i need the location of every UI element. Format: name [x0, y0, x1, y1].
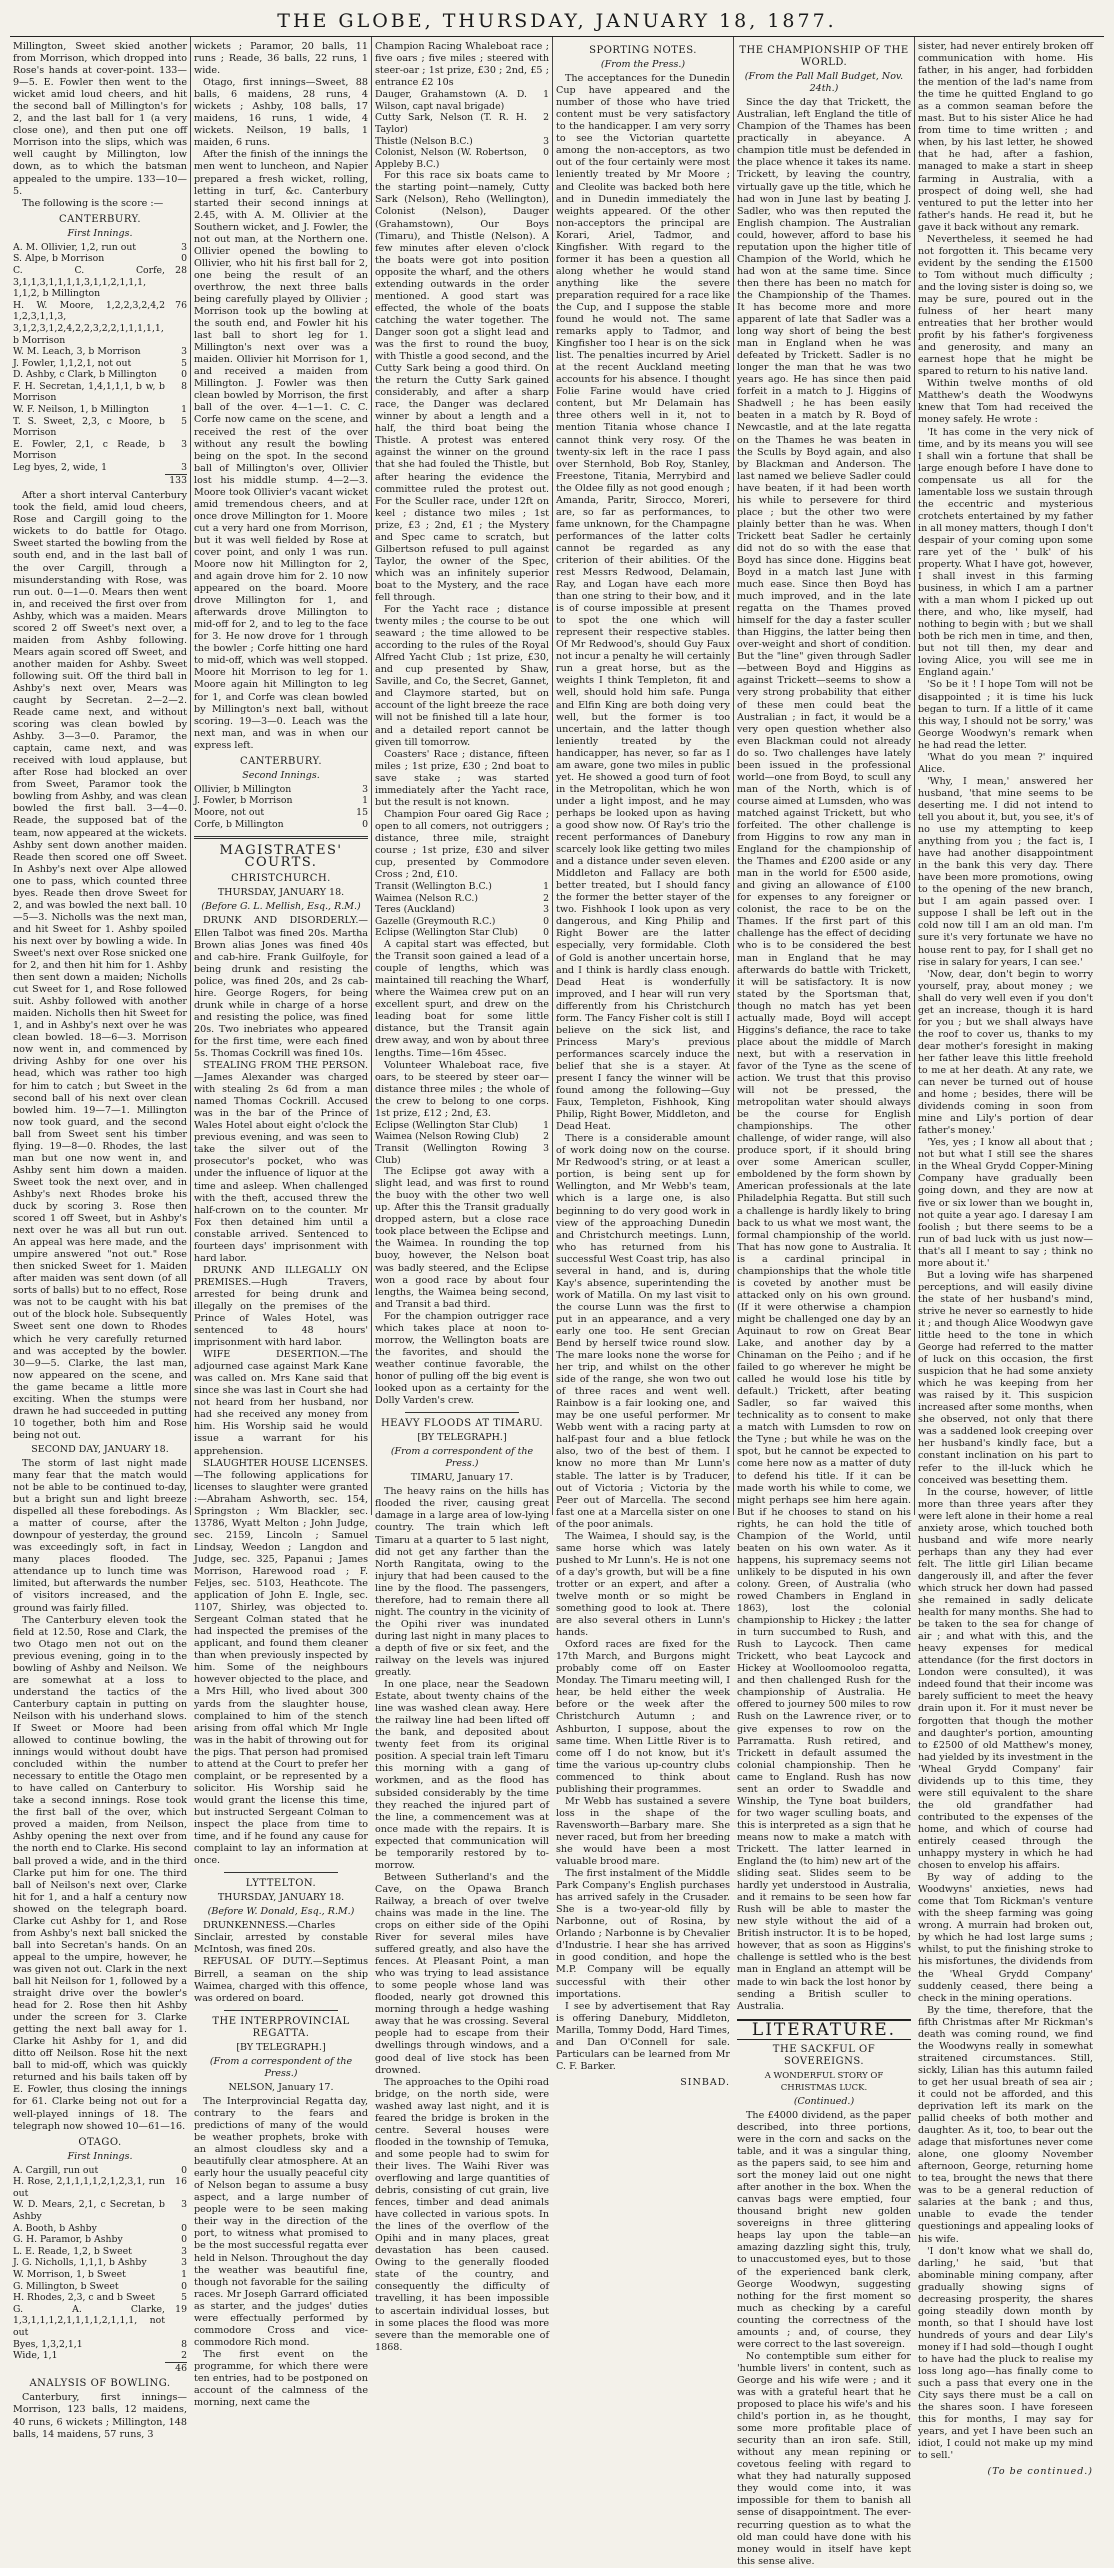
runs: 2 — [181, 2350, 187, 2362]
column-4 — [553, 37, 734, 2088]
paragraph: The Eclipse got away with a slight lead, and was first to round the buoy with the other two well up. After this the Transit gradually dropped astern, but a close race took place between the Eclipse and the Waimea. In rounding the top buoy, however, the Nelson boat was badly steered, and the Eclipse won a good race by about four lengths, the Waimea being second, and Transit a bad third. — [375, 1166, 549, 1310]
paragraph: The acceptances for the Dunedin Cup have appeared and the number of those who have tried content must be very satisfactory to the handicapper. I am very sorry to see the Victorian quartette among the non-acceptors, as two out of the four certainly were most leniently treated by Mr Moore ; and Cleolite was backed both here and in Dunedin immediately the weights appeared. Of the other non-acceptors the principal are Korari, Ariel, Tadmor, and Kingfisher. With regard to the former it has been a question all along whether he would stand anything like the severe preparation required for a race like the Cup, and I suppose the stable found he would not. The same remarks apply to Tadmor, and Kingfisher too I hear is on the sick list. The penalties incurred by Ariel at the recent Auckland meeting accounts for his absence. I thought Folie Farine would have cried content, but Mr Delamain has three others well in it, not to mention Titania whose chance I cannot think very rosy. Of the twenty-six left in the race I pass over Sternhold, Bob Roy, Stanley, Freestone, Titania, Merrybird and the Oldee filly as not good enough ; Amanda, Paritr, Sirocco, Moreri, are, so far as performances, to fame unknown, for the Champagne performances of the latter colts cannot be regarded as any criterion of their abilities. Of the rest Messrs Redwood, Delamain, Ray, and Logan have each more than one string to their bow, and it is of course impossible at present to spot the one which will represent their respective stables. Of Mr Redwood's, should Guy Faux not incur a penalty he will certainly run a great horse, but as the weights I think Templeton, fit and well, should hold him safe. Punga and Elfin King are both doing very well, but the former is too uncertain, and the latter though leniently treated by the handicapper, has never, so far as I am aware, gone two miles in public yet. He showed a good turn of foot in the Metropolitan, which he won under a light impost, and he may perhaps be looked upon as having a good show now. Of Ray's trio the recent performances of Danebury scarcely look like getting two miles and a distance under seven eleven. Middleton and Fallacy are both better treated, but I should fancy the former the better stayer of the two. Fishhook I look upon as very dangerous, and King Philip and Right Bower are the latter especially, very formidable. Cloth of Gold is another uncertain horse, and I think is hardly class enough. Dead Heat is wonderfully improved, and I hear will run very differently from his Christchurch form. The Fancy Fisher colt is still I believe on the sick list, and Princess Mary's previous performances scarcely induce the belief that she is a stayer. At present I fancy the winner will be found among the following—Guy Faux, Templeton, Fishhook, King Philip, Right Bower, Middleton, and Dead Heat. — [556, 73, 730, 1133]
batsman: W. Morrison, 1, b Sweet — [13, 2269, 126, 2281]
section-heading: THE INTERPROVINCIAL REGATTA. — [212, 2015, 350, 2039]
score-row — [13, 346, 187, 358]
paragraph: 'What do you mean ?' inquired Alice. — [918, 751, 1093, 775]
batsman: H. Rose, 2,1,1,1,1,2,1,2,3,1, run out — [13, 2176, 165, 2199]
boat: Transit (Wellington B.C.) — [375, 881, 492, 893]
paragraph: Oxford races are fixed for the 17th March, and Burgons might probably come off on Easter Monday. The Timaru meeting will, I hear, be held either the week before or the week after the Christchurch Autumn ; and Ashburton, I suppose, about the same time. When Little River is to come off I do not know, but it's time the various up-country clubs commenced to think about publishing their programmes. — [556, 1639, 730, 1795]
paragraph: Within twelve months of old Matthew's death the Woodwyns knew that Tom had received the money safely. He wrote : — [918, 378, 1093, 426]
columns — [10, 37, 1104, 2567]
paragraph: The first instalment of the Middle Park Company's English purchases has arrived safely in the Crusader. She is a two-year-old filly by Narbonne, out of Rosina, by Orlando ; Narbonne is by Chevalier d'Industrie. I hear she has arrived in good condition, and hope the M.P. Company will be equally successful with their other importations. — [556, 1868, 730, 2000]
place: 0 — [543, 915, 549, 927]
batsman: S. Alpe, b Morrison — [13, 253, 105, 265]
boat: Transit (Wellington Rowing Club) — [375, 1142, 527, 1166]
bench-line: (Before W. Donald, Esq., R.M.) — [207, 1906, 355, 1918]
paragraph: Since the day that Trickett, the Australian, left England the title of Champion of the Thames has been practically in abeyance. A champion title must be defended in the place whence it takes its name. Trickett, by leaving the country, virtually gave up the title, which he had won in June last by beating J. Sadler, who was then reputed the English champion. The Australian could, however, afford to base his reputation upon the higher title of Champion of the World, which he had won at the same time. Since then there has been no match for the Championship of the Thames. It has become more and more apparent of late that Sadler was a long way short of being the best man in England when he was defeated by Trickett. Sadler is no longer the man that he was two years ago. He has since then paid forfeit in a match to J. Higgins of Shadwell ; he has been easily beaten in a match by R. Boyd of Newcastle, and at the late regatta on the Thames he was beaten in the Sculls by Boyd again, and also by Blackman and Anderson. The last named we believe Sadler could have beaten, if it had been worth his while to persevere for third place ; but the other two were plainly better than he was. When Trickett beat Sadler he certainly did not do so with the ease that Boyd has since done. Higgins beat Boyd in a match last June with much ease. Since then Boyd has much improved, and in the late regatta on the Thames proved himself for the day a faster sculler than Higgins, the latter being then over-weight and short of condition. But the "line" given through Sadler—between Boyd and Higgins as against Trickett—seems to show a very strong probability that either of these men could beat the Australian ; in fact, it would be a very open question whether also even Blackman could not already do so. Two challenges have lately been issued in the professional world—one from Boyd, to scull any man of the North, which is of course aimed at Lumsden, who was matched against Trickett, but who forfeited. The other challenge is from Higgins to row any man in England for the championship of the Thames and £200 aside or any man in the world for £500 aside, and giving an allowance of £100 for expenses to any foreigner or colonist, the race to be on the Thames. If the first part of this challenge has the effect of deciding who is to be considered the best man in England that he may afterwards do battle with Trickett, it will be satisfactory. It is now stated by the Sportsman that, though no match has yet been actually made, Boyd will accept Higgins's defiance, the race to take place about the middle of March next, but with a reservation in favor of the Tyne as the scene of action. We trust that this proviso will not be pressed, the metropolitan water should always be the course for English championships. The other challenge, of wider range, will also produce sport, if it should bring over some American sculler, emboldened by the form shown by American professionals at the late Philadelphia Regatta. But still such a challenge is hardly likely to bring back to us what we most want, the formal championship of the world. That has now gone to Australia. It is a cardinal principal in championships that the whole title is coveted by another must be attacked only on his own ground. (If it were otherwise a champion might be challenged one day by an Aquinaut to row on Great Bear Lake, and another day by a Chinaman on the Peiho ; and if he failed to go wherever he might be called he would lose his title by default.) Trickett, after beating Sadler, so far waived this technicality as to consent to make a match with Lumsden to row on the Tyne ; but while he was on the spot, but he cannot be expected to come here now as a matter of duty to defend his title. If it can be made worth his while to come, we might perhaps see him here again. But if he chooses to stand on his rights, he can hold the title of Champion of the World, until beaten on his own water. As it happens, his supremacy seems not unlikely to be disputed in his own colony. Green, of Australia (who rowed Chambers in England in 1863), lost the colonial championship to Hickey ; the latter in turn succumbed to Rush, and Rush to Laycock. Then came Trickett, who beat Laycock and Hickey at Woolloomooloo regatta, and then challenged Rush for the championship of Australia. He offered to journey 500 miles to row Rush on the Lawrence river, or to give expenses to row on the Parramatta. Rush retired, and Trickett in default assumed the colonial championship. Then he came to England. Rush has now sent an order to Swaddle and Winship, the Tyne boat builders, for two wager sculling boats, and this is interpreted as a sign that he means now to make a match with Trickett. The latter learned in England the (to him) new art of the sliding seat. Slides seem to be hardly yet understood in Australia, and it remains to be seen how far Rush will be able to master the new style without the aid of a British instructor. It is to be hoped, however, that as soon as Higgins's challenge is settled who is the best man in England an attempt will be made to win back the lost honor by sending a British sculler to Australia. — [737, 97, 911, 2012]
correspondent-line: (From a correspondent of the Press.) — [390, 1446, 534, 1470]
paragraph: The heavy rains on the hills has flooded the river, causing great damage in a large area of low-lying country. The train which left Timaru at a quarter to 5 last night, did not get any farther than the North Rangitata, owing to the injury that had been caused to the line by the flood. The passengers, therefore, had to remain there all night. The country in the vicinity of the Opihi river was inundated during last night in many places to a depth of five or six feet, and the railway on the levels was injured greatly. — [375, 1486, 549, 1679]
score-row — [13, 2339, 187, 2351]
score-row — [13, 2246, 187, 2258]
innings-heading: First Innings. — [67, 227, 133, 239]
batsman: H. Rhodes, 2,3, c and b Sweet — [13, 2292, 156, 2304]
team-heading: CANTERBURY. — [58, 213, 142, 225]
result-row — [375, 136, 549, 148]
date-line: NELSON, January 17. — [228, 2081, 334, 2093]
paragraph: The Canterbury eleven took the field at 12.50, Rose and Clark, the two Otago men not out on the previous evening, going in to the bowling of Ashby and Neilson. We are somewhat at a loss to understand the tactics of the Canterbury captain in putting on Neilson with his underhand slows. If Sweet or Moore had been allowed to continue bowling, the innings would without doubt have concluded within the number necessary to entitle the Otago men to have called on Canterbury to take a second innings. Rose took the first ball of the over, which proved a maiden, from Neilson, Ashby opening the next over from the north end to Clarke. His second ball proved a wide, and in the third Clarke put him for one. The third ball of Neilson's next over, Clarke hit for 1, and a half a century now showed on the telegraph board. Clarke cut Ashby for 1, and Rose from Ashby's next ball snicked the ball into Secretan's hands. On an appeal to the umpire, however, he was given not out. Clark in the next ball hit Neilson for 1, followed by a straight drive over the bowler's head for 2. Rose then hit Ashby under the screen for 3. Clarke getting the next ball away for 1. Clarke hit Ashby for 1, and did ditto off Neilson. Rose hit the next ball to mid-off, which was quickly returned and his bails taken off by E. Fowler, thus closing the innings for 61. Clarke being not out for a well-played innings of 18. The telegraph now showed 10—61—16. — [13, 1614, 187, 2132]
score-row — [13, 404, 187, 416]
section-heading: MAGISTRATES' COURTS. — [219, 843, 343, 871]
runs: 1 — [362, 795, 368, 807]
paragraph: For the champion outrigger race which takes place at noon to-morrow, the Wellington boats are the favorites, and should the weather continue favorable, the honor of pulling off the big event is looked upon as a certainty for the Dolly Varden's crew. — [375, 1310, 549, 1407]
runs: 0 — [181, 2280, 187, 2292]
boat: Cutty Sark, Nelson (T. R. H. Taylor) — [375, 112, 527, 135]
batsman: G. H. Paramor, b Ashby — [13, 2234, 123, 2246]
correspondent-line: (From the Press.) — [600, 59, 686, 71]
runs: 0 — [181, 369, 187, 381]
place: 1 — [543, 1119, 549, 1131]
section-heading: ANALYSIS OF BOWLING. — [29, 2378, 171, 2390]
score-row — [194, 807, 368, 819]
score-row — [194, 784, 368, 796]
paragraph: By way of adding to the Woodwyns' anxieties, news had come that Tom Rickman's venture with the sheep farming was going wrong. A murrain had broken out, by which he had lost large sums ; whilst, to put the finishing stroke to his misfortunes, the dividends from the 'Wheal Grydd Company' suddenly ceased, there being a check in the mining operations. — [918, 1872, 1093, 2004]
score-row — [13, 369, 187, 381]
paragraph: In one place, near the Seadown Estate, about twenty chains of the line was washed clean away. Here the railway line had been lifted off the bank, and deposited about twenty feet from its original position. A special train left Timaru this morning with a gang of workmen, and as the flood has subsided considerably by the time they reached the injured part of the line, a commencement was at once made with the repairs. It is expected that communication will be temporarily restored by to-morrow. — [375, 1679, 549, 1871]
boat: Eclipse (Wellington Star Club) — [375, 927, 518, 939]
runs: 76 — [175, 299, 187, 311]
story-subtitle: A WONDERFUL STORY OF CHRISTMAS LUCK. — [764, 2070, 884, 2093]
paragraph: The Interprovincial Regatta day, contrary to the fears and predictions of many of the would be weather prophets, broke with an almost cloudless sky and a beautifully clear atmosphere. At an early hour the usually peaceful city of Nelson began to assume a busy aspect, and a large number of people were to be seen making their way in the direction of the port, to witness what promised to be the most successful regatta ever held in Nelson. Throughout the day the weather was beautiful fine, though not favorable for the sailing races. Mr Joseph Garrard officiated as starter, and the judges' duties were effectually performed by commodore Cross and vice-commodore Rich mond. — [194, 2095, 368, 2348]
batsman: L. E. Reade, 1,2, b Sweet — [13, 2245, 132, 2257]
score-row — [13, 2234, 187, 2246]
paragraph: sister, had never entirely broken off communication with home. His father, in his anger, had forbidden the mention of the lad's name from the time he quitted England to go as a common seaman before the mast. But to his sister Alice he had from time to time written ; and when, by his last letter, he showed that he had, after a fashion, managed to make a start in sheep farming in Australia, with a prospect of doing well, she had ventured to put the letter into her father's hands. He read it, but he gave it back without any remark. — [918, 41, 1093, 233]
boat: Dauger, Grahamstown (A. D. Wilson, capt naval brigade) — [375, 89, 527, 112]
section-subheading: LYTTELTON. — [245, 1878, 317, 1890]
score-row — [13, 2257, 187, 2269]
paragraph: Otago, first innings—Sweet, 88 balls, 6 maidens, 28 runs, 4 wickets ; Ashby, 108 balls, 17 maidens, 16 runs, 1 wide, 4 wickets. Neilson, 19 balls, 1 maiden, 6 runs. — [194, 77, 368, 149]
boat: Gazelle (Greymouth R.C.) — [375, 915, 496, 927]
runs: 3 — [181, 438, 187, 450]
runs: 3 — [181, 241, 187, 253]
score-row — [13, 242, 187, 254]
batsman: Moore, not out — [194, 807, 265, 819]
batsman: J. Fowler, b Morrison — [194, 795, 293, 807]
continued-note: (Continued.) — [793, 2095, 855, 2107]
runs: 3 — [181, 2257, 187, 2269]
paragraph: I see by advertisement that Ray is offering Danebury, Middleton, Marilla, Tommy Dodd, Hard Times, and Dan O'Connell for sale. Particulars can be learned from Mr C. F. Barker. — [556, 2000, 730, 2072]
runs: 3 — [181, 2199, 187, 2211]
batsman: E. Fowler, 2,1, c Reade, b Morrison — [13, 438, 165, 462]
score-row — [194, 819, 368, 831]
runs: 1 — [181, 404, 187, 416]
section-heading: THE CHAMPIONSHIP OF THE WORLD. — [739, 45, 909, 69]
paragraph: The £4000 dividend, as the paper described, into three portions, were in the corn and sacks on the table, and it was a singular thing, as the papers said, to see him and sort the money laid out one night after another in the box. When the canvas bags were emptied, four thousand bright new golden sovereigns in three glittering heaps lay upon the table—an amazing dazzling sight this, truly, to unaccustomed eyes, but to those of the experienced bank clerk, George Woodwyn, suggesting nothing for the first moment so much as checking by a careful counting the correctness of the amounts ; and, of course, they were correct to the last sovereign. — [737, 2109, 911, 2350]
runs: 3 — [362, 783, 368, 795]
score-row — [13, 462, 187, 474]
runs: 5 — [181, 357, 187, 369]
batsman: Ollivier, b Millington — [194, 783, 292, 795]
score-row — [13, 439, 187, 462]
batsman: W. M. Leach, 3, b Morrison — [13, 346, 141, 358]
score-row — [13, 2292, 187, 2304]
boat: Teres (Auckland) — [375, 904, 455, 916]
extras: Wide, 1,1 — [13, 2350, 58, 2362]
paragraph: 'I don't know what we shall do, darling,' he said, 'but that abominable mining company, after gradually showing signs of decreasing prosperity, the shares going steadily down month by month, so that I should have lost hundreds of yours and dear Lily's money if I had sold—though I ought to have had the pluck to realise my loss long ago—has finally come to such a pass that every one in the City says there must be a call on the shares soon. I have foreseen this for months, I may say for years, and yet I have been such an idiot, I could not make up my mind to sell.' — [918, 2245, 1093, 2462]
date-line: THURSDAY, JANUARY 18. — [217, 1892, 345, 1904]
paragraph: The approaches to the Opihi road bridge, on the north side, were washed away last night, and it is feared the bridge is broken in the centre. Several houses were flooded in the township of Temuka, and some people had to swim for their lives. The Waihi River was overflowing and large quantities of debris, consisting of cut grain, live fences, timber and dead animals have collected in various spots. In the lines of the overflow of the Opihi and in many places, great devastation has been caused. Owing to the generally flooded state of the country, and consequently the difficulty of travelling, it has been impossible to ascertain individual losses, but in some places the flood was more severe than the memorable one of 1868. — [375, 2076, 549, 2353]
paragraph: STEALING FROM THE PERSON.—James Alexander was charged with stealing 2s 6d from a man named Thomas Cockrill. Accused was in the bar of the Prince of Wales Hotel about eight o'clock the previous evening, and was seen to take the silver out of the prosecutor's pocket, who was under the influence of liquor at the time and asleep. When challenged with the theft, accused threw the half-crown on to the counter. Mr Fox then detained him until a constable arrived. Sentenced to fourteen days' imprisonment with hard labor. — [194, 1060, 368, 1264]
runs: 16 — [175, 2176, 187, 2188]
result-row — [375, 916, 549, 928]
paragraph: Canterbury, first innings—Morrison, 123 balls, 12 maidens, 40 runs, 6 wickets ; Millington, 148 balls, 14 maidens, 57 runs, 3 — [13, 2392, 187, 2440]
paragraph: Mr Webb has sustained a severe loss in the shape of the Ravensworth—Barbary mare. She never raced, but from her breeding she would have been a most valuable brood mare. — [556, 1795, 730, 1868]
runs: 0 — [181, 253, 187, 265]
paragraph: 'It has come in the very nick of time, and by its means you will see I shall win a fortune that shall be large enough before I have done to compensate us all for the lamentable loss we sustain through the eccentric and mysterious crotchets entertained by my father in all money matters, though I don't despair of your coming upon some rare yet of the ' bulk' of his property. What I have got, however, I shall invest in this farming business, in which I am a partner with a man whom I picked up out there, and who, like myself, had nothing to begin with ; but we shall both be rich men in time, and then, but not till then, my dear and loving Alice, you will see me in England again.' — [918, 426, 1094, 679]
place: 3 — [543, 1142, 549, 1154]
divider — [405, 1412, 519, 1413]
paragraph: WIFE DESERTION.—The adjourned case against Mark Kane was called on. Mrs Kane said that since she was last in Court she had not heard from her husband, nor had she received any money from him. His Worship said he would issue a warrant for his apprehension. — [194, 1349, 368, 1457]
score-row — [13, 2176, 187, 2199]
score-row — [194, 795, 368, 807]
paragraph: No contemptible sum either for 'humble livers' in content, such as George and his wife were ; and it was with a grateful heart that he proposed to place his wife's and his child's portion in, as he thought, some more profitable place of security than an iron safe. Still, without any mean repining or covetous feeling with regard to what they had naturally supposed they would come into, it was impossible for them to banish all sense of disappointment. The ever-recurring question as to what the old man could have done with his money would in itself have kept this sense alive. — [737, 2350, 911, 2567]
result-row — [375, 1120, 549, 1132]
column-5 — [734, 37, 915, 2567]
boat: Waimea (Nelson Rowing Club) — [375, 1131, 519, 1143]
batsman: W. F. Neilson, 1, b Millington — [13, 404, 150, 416]
story-title: THE SACKFUL OF SOVEREIGNS. — [772, 2043, 876, 2067]
runs: 0 — [181, 2234, 187, 2246]
score-row — [13, 265, 187, 300]
place: 0 — [543, 927, 549, 939]
column-2 — [191, 37, 372, 2409]
paragraph: wickets ; Paramor, 20 balls, 11 runs ; Reade, 36 balls, 22 runs, 1 wide. — [194, 41, 368, 77]
result-row — [375, 112, 549, 135]
paragraph: Champion Four oared Gig Race ; open to all comers, not outriggers ; distance, three mile, straight course ; 1st prize, £30 and silver cup, presented by Commodore Cross ; 2nd, £10. — [375, 808, 549, 881]
runs: 3 — [181, 346, 187, 358]
runs: 5 — [181, 2292, 187, 2304]
result-row — [375, 927, 549, 939]
byline: [BY TELEGRAPH.] — [417, 1432, 507, 1444]
paragraph: For the Yacht race ; distance twenty miles ; the course to be out seaward ; the time allowed to be according to the rules of the Royal Alfred Yacht Club ; 1st prize, £30, and cup presented by Shaw, Saville, and Co, the Secret, Gannet, and Claymore started, but on account of the light breeze the race will not be finished till a late hour, and a detailed report cannot be given till tomorrow. — [375, 604, 549, 748]
score-row — [13, 2350, 187, 2362]
result-row — [375, 1131, 549, 1143]
batsman: C. C. Corfe, 3,1,1,3,1,1,1,1,3,1,1,2,1,1,1, 1,1,2, b Millington — [13, 264, 165, 300]
section-heading: HEAVY FLOODS AT TIMARU. — [380, 1418, 544, 1430]
innings-heading: First Innings. — [67, 2150, 133, 2162]
batsman: G. Millington, b Sweet — [13, 2280, 119, 2292]
score-row — [13, 2269, 187, 2281]
runs: 5 — [181, 415, 187, 427]
paragraph: DRUNKENNESS.—Charles Sinclair, arrested by constable McIntosh, was fined 20s. — [194, 1920, 368, 1956]
score-row — [13, 358, 187, 370]
batsman: J. Fowler, 1,1,2,1, not out — [13, 357, 132, 369]
paragraph: For this race six boats came to the starting point—namely, Cutty Sark (Nelson), Reho (Wellington), Colonist (Nelson), Dauger (Grahamstown), Our Boys (Timaru), and Thistle (Nelson). A few minutes after eleven o'clock the boats were got into position opposite the wharf, and the others extending outwards in the order mentioned. A good start was effected, the whole of the boats catching the water together. The Danger soon got a slight lead and was the first to round the buoy, with Thistle a good second, and the Cutty Sark being a good third. On the return the Cutty Sark gained considerably, and after a sharp race, the Danger was declared winner by about a length and a half, the third boat being the Thistle. A protest was entered against the winner on the ground that she had fouled the Thistle, but after hearing the evidence the committee ruled the protest out. For the Sculler race, under 12ft on keel ; distance two miles ; 1st prize, £3 ; 2nd, £1 ; the Mystery and Spec came to scratch, but Gilbertson refused to pull against Taylor, the owner of the Spec, which was an infinitely superior boat to the Mystery, and the race fell through. — [375, 170, 549, 603]
paragraph: The storm of last night made many fear that the match would not be able to be continued to-day, but a bright sun and light breeze dispelled all these forebodings. As a matter of course, after the downpour of yesterday, the ground was exceedingly soft, in fact in many places flooded. The attendance up to lunch time was limited, but afterwards the number of visitors increased, and the ground was fairly filled. — [13, 1457, 187, 1614]
batsman: J. G. Nicholls, 1,1,1, b Ashby — [13, 2257, 147, 2269]
paragraph: The following is the score :— — [22, 197, 164, 209]
batsman: D. Ashby, c Clark, b Millington — [13, 369, 157, 381]
signature: SINBAD. — [680, 2076, 730, 2088]
extras: Leg byes, 2, wide, 1 — [13, 462, 108, 474]
runs: 28 — [175, 264, 187, 276]
column-3 — [372, 37, 553, 2353]
result-row — [375, 89, 549, 112]
result-row — [375, 881, 549, 893]
paragraph: 'Why, I mean,' answered her husband, 'that mine seems to be deserting me. I did not intend to tell you about it, but, you see, it's of no use my attempting to keep anything from you ; the fact is, I have had another disappointment in the bank this very day. There have been more promotions, owing to the opening of the new branch, but I am again passed over. I suppose I shall be left out in the cold now till I am an old man. I'm sure it's very fortunate we have no house rent to pay, for I shall get no rise in salary for years, I can see.' — [918, 775, 1093, 968]
runs: 3 — [181, 2245, 187, 2257]
batsman: H. W. Moore, 1,2,2,3,2,4,2 1,2,3,1,1,3, 3,1,2,3,1,2,4,2,2,3,2,2,1,1,1,1,1, b Morrison — [13, 299, 165, 346]
batsman: A. Booth, b Ashby — [13, 2222, 97, 2234]
result-row — [375, 893, 549, 905]
boat: Thistle (Nelson B.C.) — [375, 135, 473, 147]
score-row — [13, 300, 187, 346]
score-row — [13, 381, 187, 404]
score-row — [13, 253, 187, 265]
runs: 0 — [181, 2164, 187, 2176]
paragraph: In the course, however, of little more than three years after they were left alone in their home a real anxiety arose, which touched both husband and wife more nearly perhaps than any they had ever felt. The little girl Lilian became dangerously ill, and after the fever which struck her down had passed she remained in sadly delicate health for many months. She had to be taken to the sea for change of air ; and what with this, and the heavy expenses for medical attendance (for the first doctors in London were consulted), it was indeed found that their income was barely sufficient to meet the heavy drain upon it. For it must never be forgotten that though the mother and daughter's portion, amounting to £2500 of old Matthew's money, had yielded by its investment in the 'Wheal Grydd Company' fair dividends up to this time, they were still equivalent to the share the old grandfather had contributed to the expenses of the home, and which of course had entirely ceased through the unhappy mystery in which he had chosen to envelop his affairs. — [918, 1486, 1093, 1872]
section-subheading: CHRISTCHURCH. — [231, 873, 331, 885]
paragraph: The Waimea, I should say, is the same horse which was lately pushed to Mr Lunn's. He is not one of a day's growth, but will be a fine trotter or an expert, and after a twelve month or so might be something good to look at. There are also several others in Lunn's hands. — [556, 1530, 730, 1639]
runs: 0 — [181, 2222, 187, 2234]
batsman: A. Cargill, run out — [13, 2164, 99, 2176]
boat: Eclipse (Wellington Star Club) — [375, 1119, 518, 1131]
paragraph: DRUNK AND DISORDERLY.—Ellen Talbot was fined 20s. Martha Brown alias Jones was fined 40s and cab-hire. Frank Guilfoyle, for being drunk and resisting the police, was fined 20s, and 2s cab-hire. George Rogers, for being drunk while in charge of a horse and resisting the police, was fined 20s. Two inebriates who appeared for the first time, were each fined 5s. Thomas Cockrill was fined 10s. — [194, 915, 368, 1059]
paragraph: By the time, therefore, that the fifth Christmas after Mr Rickman's death was coming round, we find the Woodwyns really in somewhat straitened circumstances. Still, sickly, Lilian has this autumn failed to get her usual breath of sea air ; it could not be afforded, and this deprivation left its mark on the pallid cheeks of both mother and daughter. As it, too, to bear out the adage that misfortunes never come alone, one gloomy November afternoon, George, returning home to tea, brought the news that there was to be a general reduction of salaries at the bank ; and thus, unable to evade the tender questionings and appealing looks of his wife. — [918, 2004, 1093, 2245]
score-row — [13, 2223, 187, 2235]
result-row — [375, 904, 549, 916]
score-row — [13, 416, 187, 439]
paragraph: SLAUGHTER HOUSE LICENSES.—The following applications for licenses to slaughter were granted :—Abraham Ashworth, sec. 154, Springston ; Wm Blackler, sec. 13786, Wyatt Melton ; John Judge, sec. 2159, Lincoln ; Samuel Lindsay, Weedon ; Langdon and Judge, sec. 325, Papanui ; James Morrison, Harewood road ; F. Feljes, sec. 5103, Heathcote. The application of John E. Ingle, sec. 1107, Shirley, was objected to. Sergeant Colman stated that he had inspected the premises of the applicant, and found them cleaner than when previously inspected by him. Some of the neighbours however objected to the place, and a Mrs Hill, who lived about 300 yards from the slaughter house, complained to him of the stench arising from offal which Mr Ingle was in the habit of throwing out for the pigs. That person had promised to attend at the Court to prefer her complaint, or be represented by a solicitor. His Worship said he would grant the license this time, but instructed Sergeant Colman to inspect the place from time to time, and if he found any cause for complaint to lay an information at once. — [194, 1457, 368, 1867]
score-total — [13, 474, 187, 487]
place: 2 — [543, 1131, 549, 1143]
correspondent-line: (From a correspondent of the Press.) — [209, 2055, 353, 2079]
score-row — [13, 2165, 187, 2177]
masthead: THE GLOBE, THURSDAY, JANUARY 18, 1877. — [10, 6, 1104, 37]
divider — [224, 2010, 338, 2011]
paragraph: 'Now, dear, don't begin to worry yourself, pray, about money ; we shall do very well even if you don't get an increase, though it is hard for you ; but we shall always have the roof to cover us, thanks to my dear mother's foresight in making her father leave this little freehold to me at her death. At any rate, we can never be turned out of house and home ; besides, there will be dividends coming in soon from mine and Lily's portion of dear father's money.' — [918, 968, 1093, 1137]
runs: 8 — [181, 380, 187, 392]
team-heading: OTAGO. — [78, 2136, 122, 2148]
batsman: G. A. Clarke, 1,3,1,1,1,2,1,1,1,1,2,1,1,1, not out — [13, 2303, 165, 2338]
day-heading: SECOND DAY, JANUARY 18. — [31, 1443, 169, 1455]
runs: 1 — [181, 2269, 187, 2281]
divider — [224, 1872, 338, 1873]
paragraph: Volunteer Whaleboat race, five oars, to be steered by steer oar—distance three miles ; the whole of the crew to belong to one corps. 1st prize, £12 ; 2nd, £3. — [375, 1059, 549, 1119]
date-line: TIMARU, January 17. — [410, 1472, 514, 1484]
paragraph: REFUSAL OF DUTY.—Septimus Birrell, a seaman on the ship Waimea, charged with this offence, was ordered on board. — [194, 1956, 368, 2004]
place: 1 — [543, 881, 549, 893]
continued-note: (To be continued.) — [987, 2466, 1093, 2478]
runs: 19 — [175, 2303, 187, 2315]
paragraph: Coasters' Race ; distance, fifteen miles ; 1st prize, £30 ; 2nd boat to save stake ; was started immediately after the Yacht race, but the result is not known. — [375, 748, 549, 808]
paragraph: After the finish of the innings the men went to luncheon, and Napier prepared a fresh wicket, rolling, letting in turf, &c. Canterbury started their second innings at 2.45, with A. M. Ollivier at the Southern wicket, and J. Fowler, the not out man, at the Northern one. Ollivier opened the bowling to Ollivier, who hit his first ball for 2, one being the result of an overthrow, the next three balls being carefully played by Ollivier ; Morrison took up the bowling at the south end, and Fowler hit his last ball to short leg for 1. Millington's next over was a maiden. Ollivier hit Morrison for 1, and received a maiden from Millington. J. Fowler was then clean bowled by Morrison, the first ball of the over. 4—1—1. C. C. Corfe now came on the scene, and received the rest of the over without any result the bowling being on the spot. In the second ball of Millington's over, Ollivier lost his middle stump. 4—2—3. Moore took Ollivier's vacant wicket amid tremendous cheers, and at once drove Millington for 1. Moore cut a very hard one from Morrison, but it was well fielded by Rose at cover point, and only 1 was run. Moore now hit Millington for 2, and again drove him for 2. 10 now appeared on the board. Moore drove Millington for 1, and afterwards drove Millington to mid-off for 2, and to leg to the face for 3. He now drove for 1 through the bowler ; Corfe hitting one hard to mid-off, which was well stopped. Moore hit Morrison to leg for 1. Moore again hit Millington to leg for 1, and Corfe was clean bowled by Millington's next ball, without scoring. 19—3—0. Leach was the next man, and was in when our express left. — [194, 149, 368, 751]
place: 2 — [543, 892, 549, 904]
runs: 3 — [181, 462, 187, 474]
date-line: THURSDAY, JANUARY 18. — [217, 887, 345, 899]
batsman: Corfe, b Millington — [194, 818, 284, 830]
result-row — [375, 147, 549, 170]
batsman: F. H. Secretan, 1,4,1,1,1, b w, b Morrison — [13, 380, 165, 404]
runs: 15 — [356, 807, 368, 819]
paragraph: The first event on the programme, for which there were ten entries, had to be postponed on account of the calmness of the morning, next came the — [194, 2348, 368, 2409]
batsman: T. S. Sweet, 2,3, c Moore, b Morrison — [13, 415, 165, 439]
paragraph: Between Sutherland's and the Cave, on the Opawa Branch Railway, a breach of over twelve chains was made in the line. The crops on either side of the Opihi River for several miles have suffered greatly, and also have the fences. At Pleasant Point, a man who was trying to lead assistance to some people whose land was flooded, nearly got drowned this morning through a hedge washing away that he was crossing. Several people had to escape from their dwellings through windows, and a good deal of live stock has been drowned. — [375, 1871, 549, 2076]
column-1 — [10, 37, 191, 2440]
paragraph: 'So be it ! I hope Tom will not be disappointed ; it is time his luck began to turn. If a little of it came this way, I should not be sorry,' was George Woodwyn's remark when he had read the letter. — [918, 679, 1093, 751]
paragraph: DRUNK AND ILLEGALLY ON PREMISES.—Hugh Travers, arrested for being drunk and illegally on the premises of the Prince of Wales Hotel, was sentenced to 48 hours' imprisonment with hard labor. — [194, 1264, 368, 1349]
place: 2 — [543, 112, 549, 124]
score-row — [13, 2304, 187, 2339]
paragraph: Champion Racing Whaleboat race ; five oars ; five miles ; steered with steer-oar ; 1st prize, £30 ; 2nd, £5 ; entrance £2 10s — [375, 41, 549, 89]
runs: 0 — [362, 818, 368, 830]
paragraph: But a loving wife has sharpened perceptions, and will easily divine the state of her husband's mind, strive he never so earnestly to hide it ; and though Alice Woodwyn gave little heed to the tone in which George had referred to the matter of luck on this occasion, the first suspicion that he had some anxiety which he was keeping from her was raised by it. This suspicion increased after some months, when she observed, not only that there was a saddened look creeping over her husband's kindly face, but a constant inclination on his part to refer to the ill-luck which he conceived was besetting them. — [918, 1269, 1093, 1486]
boat: Colonist, Nelson (W. Robertson, Appleby B.C.) — [375, 147, 527, 170]
paragraph: Nevertheless, it seemed he had not forgotten it. This became very evident by the sending the £1500 to Tom without much difficulty ; and the loving sister is doing so, we may be sure, poured out in the fulness of her heart many entreaties that her brother would profit by his father's forgiveness and generosity, and many an earnest hope that he might be spared to return to his native land. — [918, 233, 1093, 378]
total: 46 — [165, 2362, 187, 2375]
paragraph: Millington, Sweet skied another from Morrison, which dropped into Rose's hands at cover-point. 133—9—5. E. Fowler then went to the wicket amid loud cheers, and hit the second ball of Millington's for 2, and the last ball for 1 (a very close one), and then put one off Morrison into the slips, which was well caught by Millington, low down, as to which the batsman appealed to the umpire. 133—10—5. — [13, 41, 187, 197]
batsman: W. D. Mears, 2,1, c Secretan, b Ashby — [13, 2199, 165, 2223]
batsman: A. M. Ollivier, 1,2, run out — [13, 241, 137, 253]
total: 133 — [165, 474, 187, 487]
section-heading: SPORTING NOTES. — [589, 45, 697, 56]
score-row — [13, 2199, 187, 2222]
place: 3 — [543, 135, 549, 147]
bench-line: (Before G. L. Mellish, Esq., R.M.) — [201, 901, 361, 913]
score-total — [13, 2362, 187, 2375]
place: 0 — [543, 147, 549, 159]
paragraph: After a short interval Canterbury took the field, amid loud cheers, Rose and Cargill going to the wickets to do battle for Otago. Sweet started the bowling from the south end, and in the last ball of the over Cargill, through a misunderstanding with Rose, was run out. 0—1—0. Mears then went in, and received the first over from Ashby, which was a maiden. Mears scored 2 off Sweet's next over, a maiden from Ashby following. Mears again scored off Sweet, and another maiden for Ashby. Sweet following suit. Off the third ball in Ashby's next over, Mears was caught by Secretan. 2—2—2. Reade came next, and without scoring was clean bowled by Ashby. 3—3—0. Paramor, the captain, came next, and was received with loud applause, but after Rose had blocked an over from Sweet, Paramor took the bowling from Ashby, and was clean bowled the first ball. 3—4—0. Reade, the supposed bat of the team, now appeared at the wickets. Ashby sent down another maiden. Reade then scored one off Sweet. In Ashby's next over Alpe allowed one to pass, which counted three byes. Reade then drove Sweet for 2, and was bowled the next ball. 10—5—3. Nicholls was the next man, and hit Sweet for 1. Ashby spoiled his next over by bowling a wide. In Sweet's next over Rose snicked one for 2, and then hit him for 1. Ashby then sent down a maiden; Nicholls cut Sweet for 1, and Rose followed suit. Ashby followed with another maiden. Nicholls then hit Sweet for 1, and in Ashby's next over he was clean bowled. 18—6—3. Morrison now went in, and commenced by driving Ashby for one over his head, which was rather too high for him to catch ; but Sweet in the second ball of his next over clean bowled him. 19—7—1. Millington now took guard, and the second ball from Sweet sent his timber flying. 19—8—0. Rhodes, the last man but one now went in, and Ashby sent him down a maiden. Sweet took the next over, and in Ashby's next Rhodes broke his duck by scoring 3. Rose then scored 1 off Sweet, but in Ashby's next over he was all but run out. An appeal was here made, and the umpire answered "not out." Rose then snicked Sweet for 1. Maiden after maiden was sent down (of all sorts of balls) but to no effect, Rose was not to be caught with his bat out of the block hole. Subsequently Sweet sent one down to Rhodes which he very carefully returned and was accepted by the bowler. 30—9—5. Clarke, the last man, now appeared on the scene, and the game became a little more exciting. When the stumps were drawn he had succeeded in putting 10 together, both him and Rose being not out. — [13, 490, 187, 1441]
place: 3 — [543, 904, 549, 916]
byline: [BY TELEGRAPH.] — [236, 2041, 326, 2053]
extras: Byes, 1,3,2,1,1 — [13, 2338, 83, 2350]
literature-heading: LITERATURE. — [737, 2019, 911, 2040]
paragraph: 'Yes, yes ; I know all about that ; not but what I still see the shares in the Wheal Grydd Copper-Mining Company have gradually been going down, and they are now at five or six lower than we bought in, not quite a year ago. I daresay I am foolish ; but there seems to be a run of bad luck with us just now—that's all I meant to say ; think no more about it.' — [918, 1137, 1093, 1269]
divider — [194, 836, 368, 839]
score-row — [13, 2281, 187, 2293]
result-row — [375, 1143, 549, 1166]
boat: Waimea (Nelson R.C.) — [375, 892, 478, 904]
innings-heading: Second Innings. — [242, 769, 320, 781]
source-line: (From the Pall Mall Budget, Nov. 24th.) — [744, 71, 904, 95]
paragraph: There is a considerable amount of work doing now on the course. Mr Redwood's string, or at least a portion, is being sent up for Wellington, and Mr Webb's team, which is a large one, is also beginning to do very good work in view of the approaching Dunedin and Christchurch meetings. Lunn, who has returned from his successful West Coast trip, has also several in hand, and is, during Kay's absence, superintending the work of Matilla. On my last visit to the course Lunn was the first to put in an appearance, and a very early one too. He sent Grecian Bend by herself twice round slow. The mare looks none the worse for her trip, and whilst on the other side of the range, she won two out of three races and went well. Rainbow is a fair looking one, and may be one useful performer. Mr Webb went with a racing party at half-past four and a blue fetlock also, two of the best of them. I know no more than Mr Lunn's stable. The latter is by Traducer, out of Victoria ; Victoria by the Peer out of Marcella. The second fast one at a Marcella sister on one of the poor animals. — [556, 1133, 730, 1530]
column-6 — [915, 37, 1096, 2478]
runs: 8 — [181, 2338, 187, 2350]
team-heading: CANTERBURY. — [239, 755, 323, 767]
paragraph: A capital start was effected, but the Transit soon gained a lead of a couple of lengths, which was maintained till reaching the Wharf, where the Waimea crew put on an excellent spurt, and drew on the leading boat for some little distance, but the Transit again drew away, and won by about three lengths. Time—16m 45sec. — [375, 939, 549, 1059]
place: 1 — [543, 89, 549, 101]
